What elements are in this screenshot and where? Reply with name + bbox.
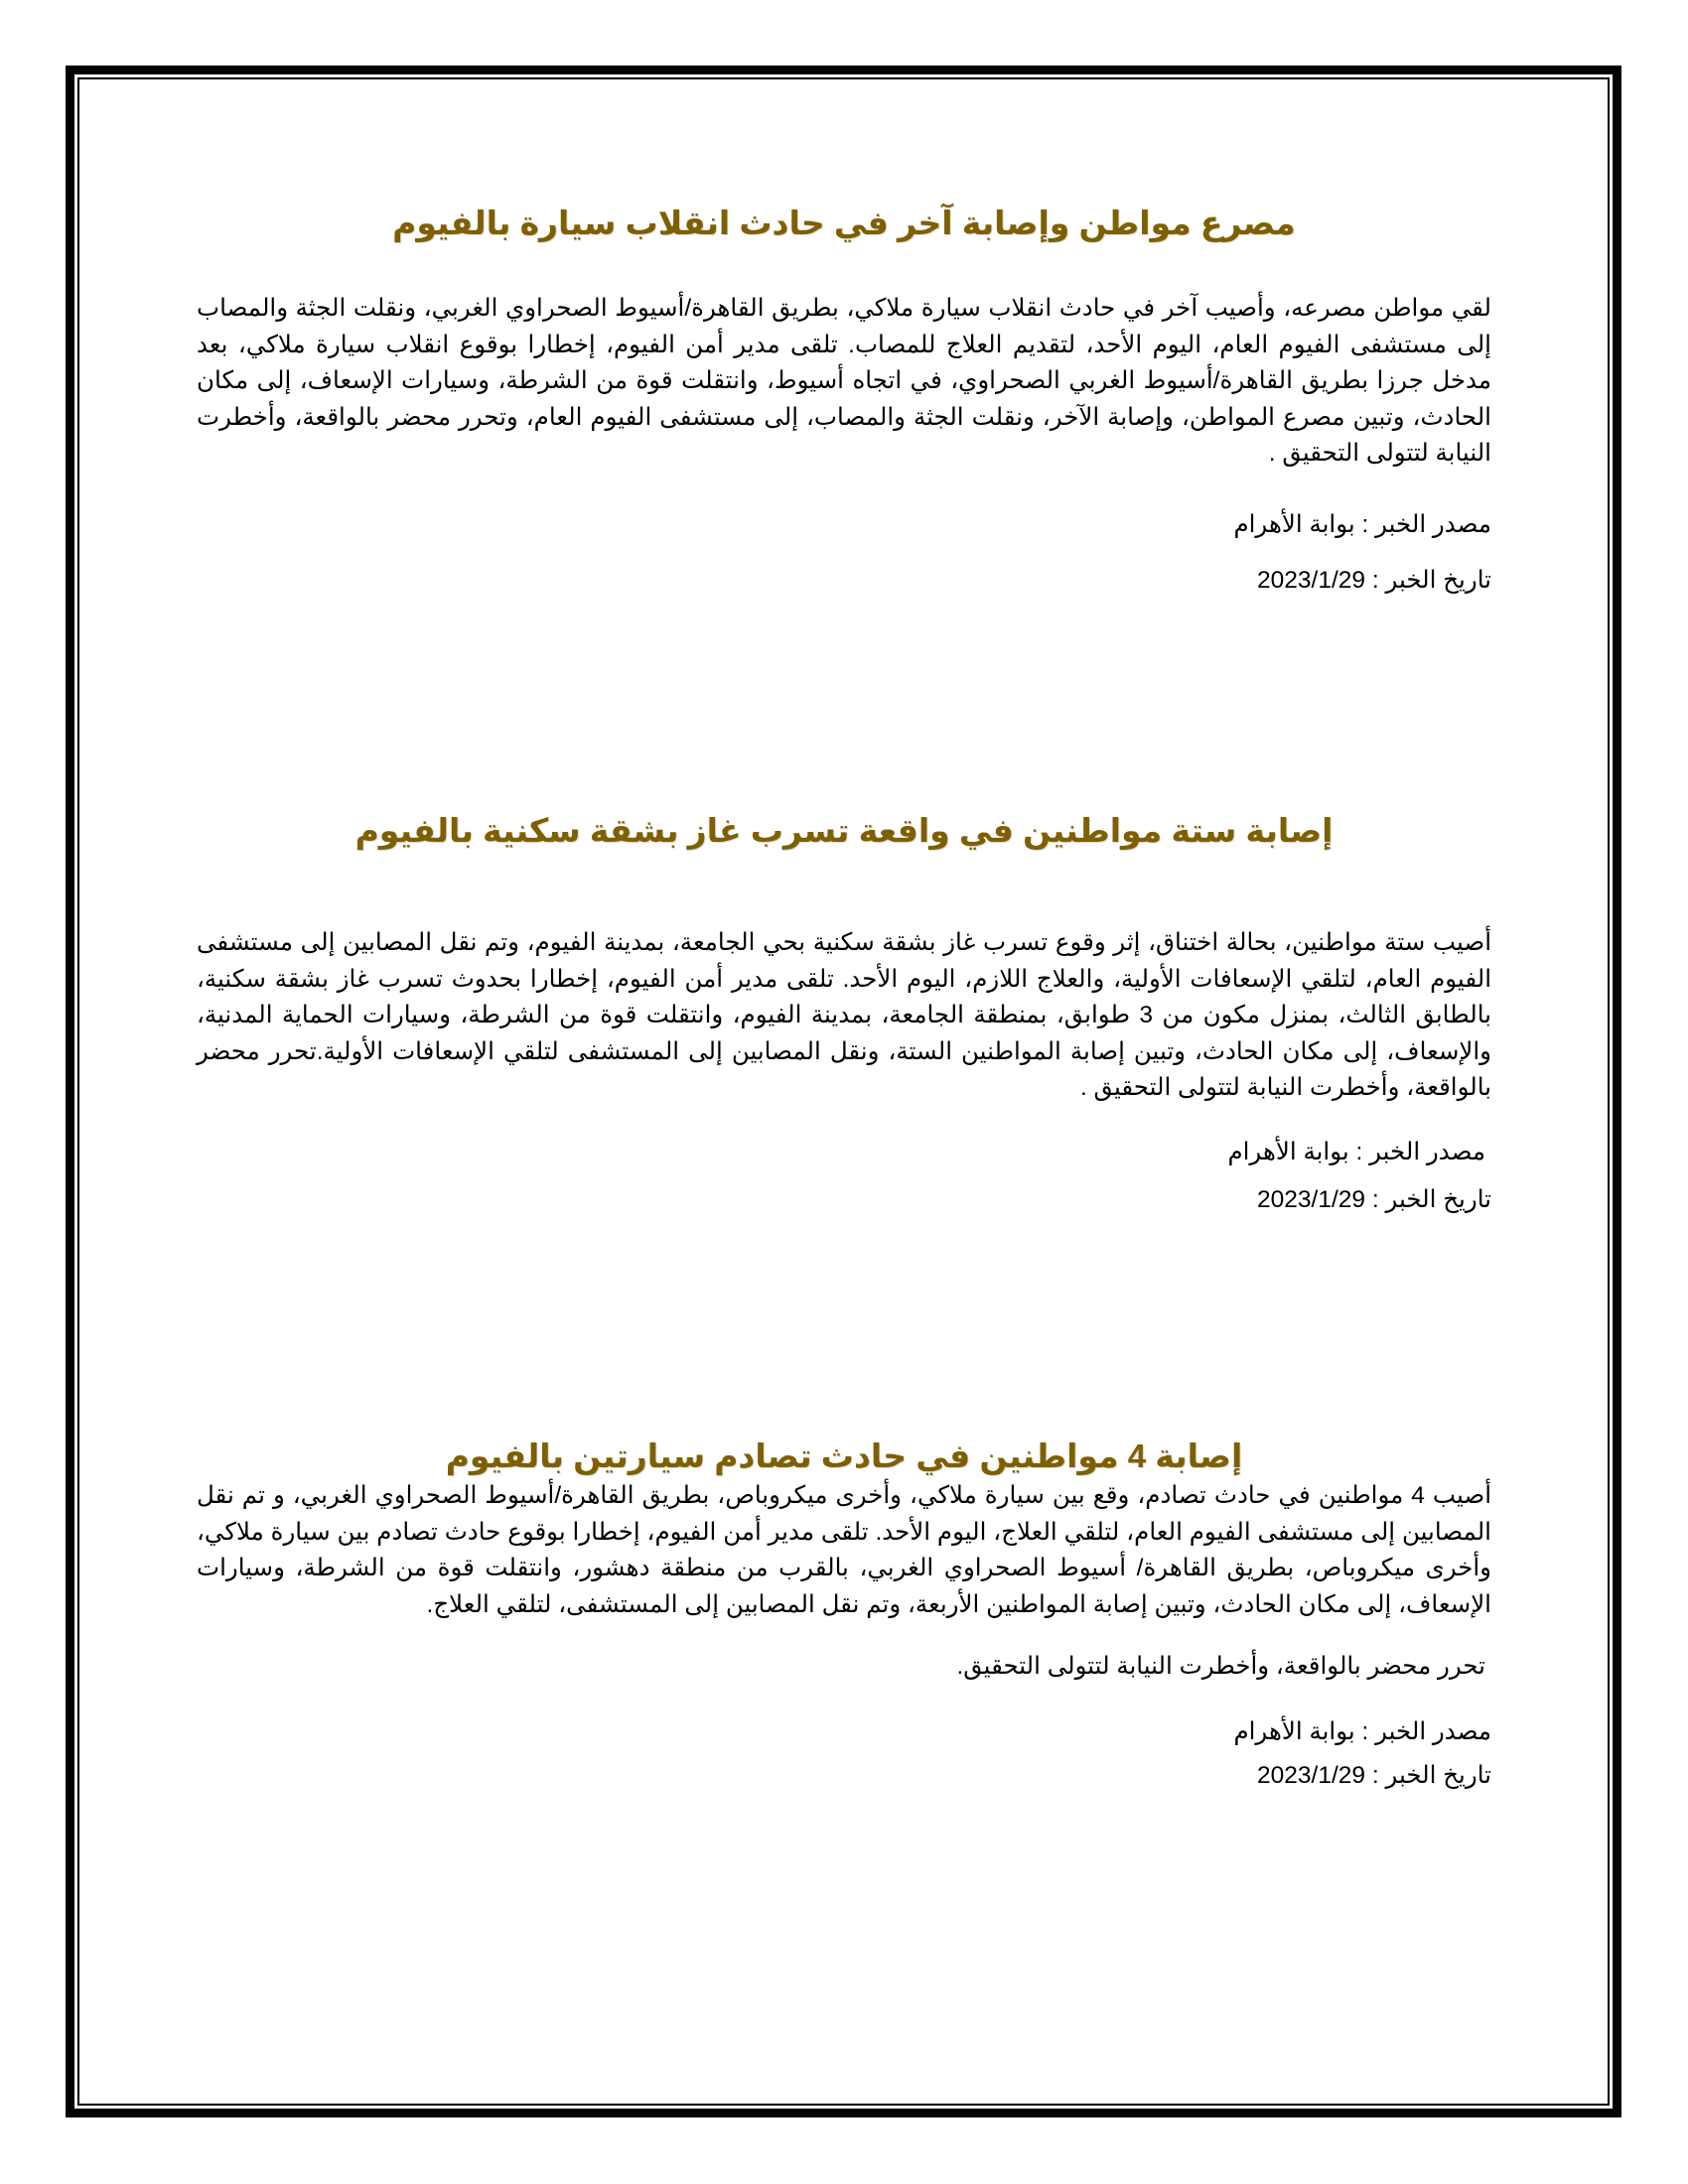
article-date [197,1758,1491,1794]
article-headline: إصابة ستة مواطنين في واقعة تسرب غاز بشقة سكنية بالفيوم [354,812,1334,849]
article-closing-note: تحرر محضر بالواقعة، وأخطرت النيابة لتتولى التحقيق. [956,1653,1485,1680]
article-date [197,563,1491,599]
source-value: بوابة الأهرام [1233,1718,1355,1745]
date-value: 2023/1/29 [1257,1762,1366,1789]
article-headline: مصرع مواطن وإصابة آخر في حادث انقلاب سيارة بالفيوم [392,205,1296,241]
source-label: مصدر الخبر : [1349,1139,1485,1165]
article-date [197,1182,1491,1218]
news-article [197,204,1491,599]
article-headline: إصابة 4 مواطنين في حادث تصادم سيارتين بالفيوم [445,1437,1243,1474]
news-article [197,811,1491,1218]
article-source [197,1135,1491,1170]
date-label: تاريخ الخبر : [1365,1186,1491,1213]
date-label: تاريخ الخبر : [1365,567,1491,594]
article-body: أصيب 4 مواطنين في حادث تصادم، وقع بين سيارة ملاكي، وأخرى ميكروباص، بطريق القاهرة/أسيوط الصحراوي الغربي، و تم نقل المصابين إلى مستشفى الفيوم العام، لتلقي العلاج، اليوم الأحد. تلقى مدير أمن الفيوم، إخطارا بوقوع حادث تصادم بين سيارة ملاكي، وأخرى ميكروباص، بطريق القاهرة/ أسيوط الصحراوي الغربي، بالقرب من منطقة دهشور، وانتقلت قوة من الشرطة، وسيارات الإسعاف، إلى مكان الحادث، وتبين إصابة المواطنين الأربعة، وتم نقل المصابين إلى المستشفى، لتلقي العلاج. [197,1482,1491,1618]
news-article [197,1436,1491,1794]
date-label: تاريخ الخبر : [1365,1762,1491,1789]
article-body: لقي مواطن مصرعه، وأصيب آخر في حادث انقلاب سيارة ملاكي، بطريق القاهرة/أسيوط الصحراوي الغربي، ونقلت الجثة والمصاب إلى مستشفى الفيوم العام، اليوم الأحد، لتقديم العلاج للمصاب. تلقى مدير أمن الفيوم، إخطارا بوقوع انقلاب سيارة ملاكي، بعد مدخل جرزا بطريق القاهرة/أسيوط الغربي الصحراوي، في اتجاه أسيوط، وانتقلت قوة من الشرطة، وسيارات الإسعاف، إلى مكان الحادث، وتبين مصرع المواطن، وإصابة الآخر، ونقلت الجثة والمصاب، إلى مستشفى الفيوم العام، وتحرر محضر بالواقعة، وأخطرت النيابة لتتولى التحقيق . [197,295,1491,467]
article-body: أصيب ستة مواطنين، بحالة اختناق، إثر وقوع تسرب غاز بشقة سكنية بحي الجامعة، بمدينة الفيوم، وتم نقل المصابين إلى مستشفى الفيوم العام، لتلقي الإسعافات الأولية، والعلاج اللازم، اليوم الأحد. تلقى مدير أمن الفيوم، إخطارا بحدوث تسرب غاز بشقة سكنية، بالطابق الثالث، بمنزل مكون من 3 طوابق، بمنطقة الجامعة، بمدينة الفيوم، وانتقلت قوة من الشرطة، وسيارات الحماية المدنية، والإسعاف، إلى مكان الحادث، وتبين إصابة المواطنين الستة، ونقل المصابين إلى المستشفى لتلقي الإسعافات الأولية.تحرر محضر بالواقعة، وأخطرت النيابة لتتولى التحقيق . [197,929,1491,1101]
source-value: بوابة الأهرام [1233,510,1355,538]
source-label: مصدر الخبر : [1355,1718,1491,1745]
article-source [197,1714,1491,1750]
date-value: 2023/1/29 [1257,566,1366,594]
article-source [197,507,1491,543]
source-label: مصدر الخبر : [1355,511,1491,538]
date-value: 2023/1/29 [1257,1185,1366,1213]
source-value: بوابة الأهرام [1227,1138,1349,1165]
